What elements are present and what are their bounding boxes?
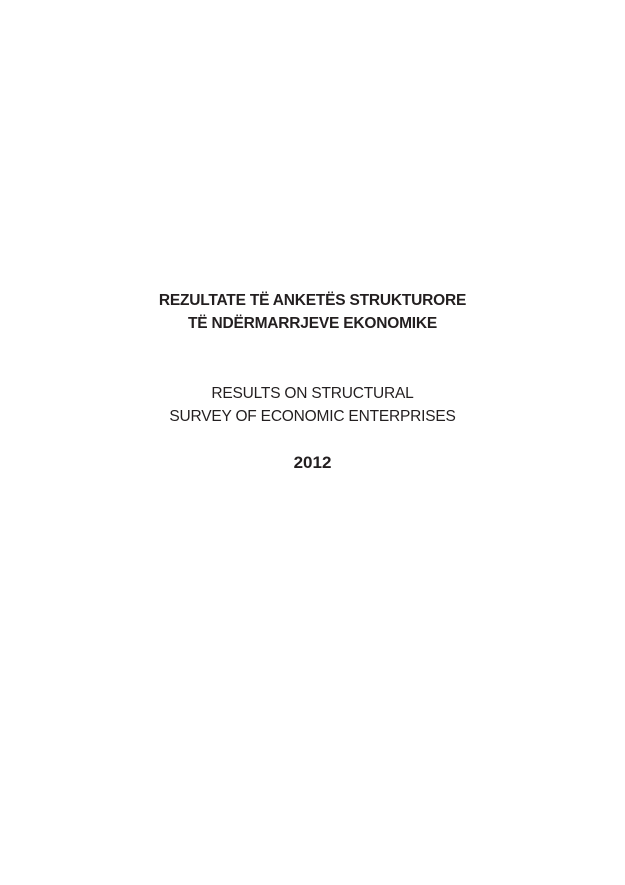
english-title: [0, 382, 625, 428]
albanian-title-line-2: TË NDËRMARRJEVE EKONOMIKE: [187, 315, 438, 332]
albanian-title: [0, 289, 625, 335]
english-title-line-1: RESULTS ON STRUCTURAL: [211, 385, 414, 402]
publication-year: 2012: [293, 453, 332, 472]
albanian-title-line-1: REZULTATE TË ANKETËS STRUKTURORE: [158, 292, 467, 309]
english-title-line-2: SURVEY OF ECONOMIC ENTERPRISES: [169, 408, 456, 425]
